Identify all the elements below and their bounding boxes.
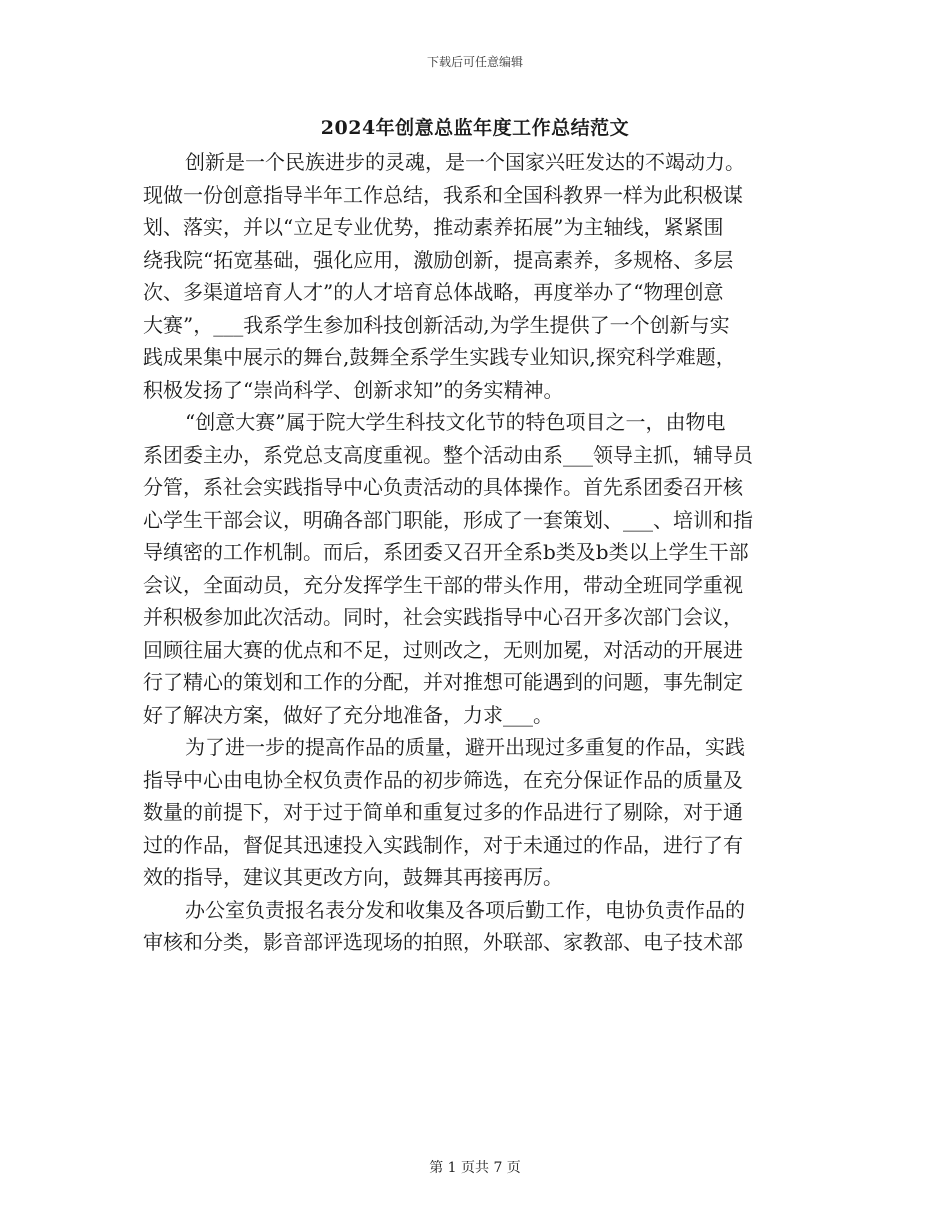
text-line: 次、多渠道培育人才”的人才培育总体战略，再度举办了“物理创意 (143, 280, 724, 304)
text-line: 办公室负责报名表分发和收集及各项后勤工作，电协负责作品的 (185, 897, 745, 922)
text-line: 效的指导，建议其更改方向，鼓舞其再接再厉。 (143, 865, 563, 889)
text-line: 好了解决方案，做好了充分地准备，力求___。 (143, 702, 553, 727)
text-line: “创意大赛”属于院大学生科技文化节的特色项目之一，由物电 (185, 410, 726, 434)
paragraph-4 (143, 894, 811, 959)
text-line: 分管，系社会实践指导中心负责活动的具体操作。首先系团委召开核 (143, 475, 743, 499)
text-line: 导缜密的工作机制。而后，系团委又召开全系b类及b类以上学生干部 (143, 540, 749, 564)
document-body (143, 146, 811, 959)
paragraph-2 (143, 406, 811, 731)
text-line: 数量的前提下，对于过于简单和重复过多的作品进行了剔除，对于通 (143, 800, 743, 824)
text-line: 创新是一个民族进步的灵魂，是一个国家兴旺发达的不竭动力。 (185, 150, 745, 174)
text-line: 审核和分类，影音部评选现场的拍照，外联部、家教部、电子技术部 (143, 930, 743, 954)
text-line: 绕我院“拓宽基础，强化应用，激励创新，提高素养，多规格、多层 (143, 247, 734, 272)
document-title: 2024年创意总监年度工作总结范文 (320, 117, 630, 139)
text-line: 并积极参加此次活动。同时，社会实践指导中心召开多次部门会议， (143, 605, 743, 629)
page-header: 下载后可任意编辑 (426, 55, 523, 69)
text-line: 为了进一步的提高作品的质量，避开出现过多重复的作品，实践 (185, 735, 745, 759)
text-line: 过的作品，督促其迅速投入实践制作，对于未通过的作品，进行了有 (143, 832, 743, 857)
page-footer: 第 1 页共 7 页 (429, 1160, 521, 1176)
text-line: 指导中心由电协全权负责作品的初步筛选，在充分保证作品的质量及 (143, 767, 743, 792)
text-line: 系团委主办，系党总支高度重视。整个活动由系___领导主抓，辅导员 (143, 442, 753, 467)
text-line: 大赛”，___我系学生参加科技创新活动,为学生提供了一个创新与实 (143, 312, 730, 337)
text-line: 会议，全面动员，充分发挥学生干部的带头作用，带动全班同学重视 (143, 572, 743, 597)
text-line: 回顾往届大赛的优点和不足，过则改之，无则加冕，对活动的开展进 (143, 637, 743, 662)
paragraph-3 (143, 731, 811, 894)
paragraph-1 (143, 146, 811, 406)
text-line: 心学生干部会议，明确各部门职能，形成了一套策划、___、培训和指 (143, 507, 753, 532)
text-line: 行了精心的策划和工作的分配，并对推想可能遇到的问题，事先制定 (143, 670, 743, 694)
text-line: 现做一份创意指导半年工作总结，我系和全国科教界一样为此积极谋 (143, 182, 743, 207)
text-line: 践成果集中展示的舞台,鼓舞全系学生实践专业知识,探究科学难题， (143, 345, 736, 369)
text-line: 划、落实，并以“立足专业优势，推动素养拓展”为主轴线，紧紧围 (143, 215, 724, 239)
text-line: 积极发扬了“崇尚科学、创新求知”的务实精神。 (143, 377, 564, 402)
